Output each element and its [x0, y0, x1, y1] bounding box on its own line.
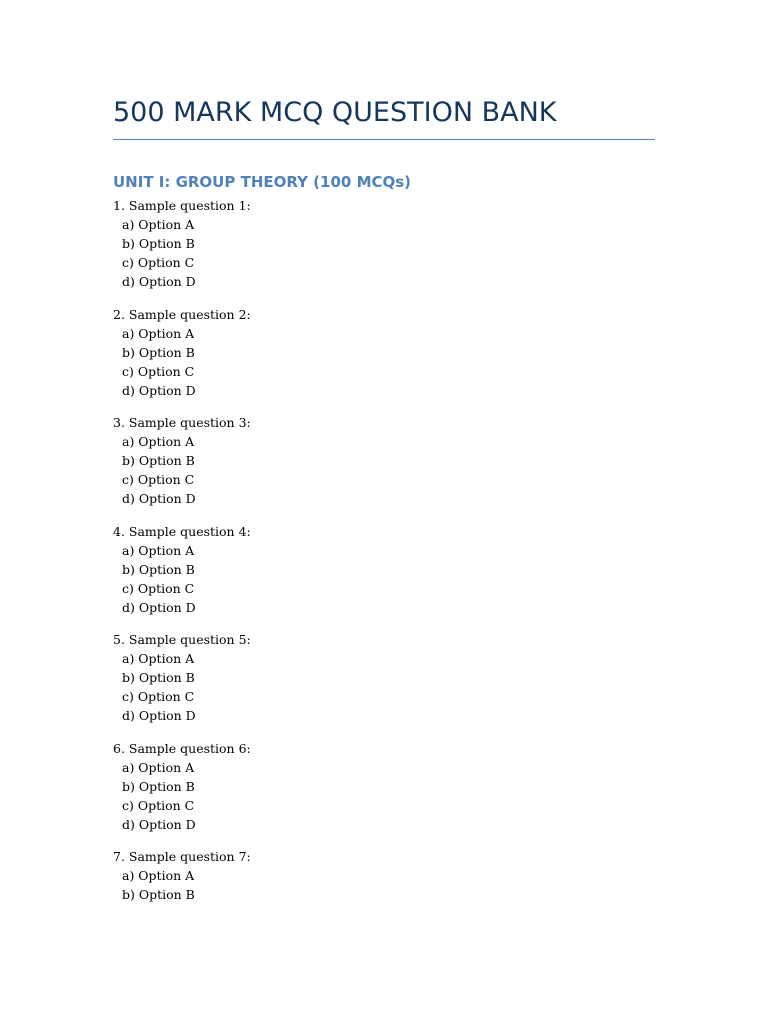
- question-item: [113, 522, 251, 617]
- answer-option: d) Option D: [122, 274, 196, 289]
- question-text: 4. Sample question 4:: [113, 523, 251, 539]
- answer-option: c) Option C: [122, 255, 195, 270]
- option-list: [113, 432, 251, 508]
- answer-option: c) Option C: [122, 689, 195, 704]
- answer-option: b) Option B: [122, 236, 195, 251]
- question-item: [113, 413, 251, 508]
- question-item: [113, 630, 251, 725]
- answer-option: c) Option C: [122, 580, 195, 596]
- option-list: [113, 324, 251, 400]
- title-divider: [113, 139, 655, 140]
- option-list: [113, 649, 251, 725]
- option-list: [113, 866, 251, 904]
- question-text: 3. Sample question 3:: [113, 415, 251, 430]
- answer-option: d) Option D: [122, 491, 196, 506]
- answer-option: a) Option A: [122, 217, 195, 232]
- option-list: [113, 215, 251, 291]
- answer-option: d) Option D: [122, 599, 196, 615]
- question-item: [113, 196, 251, 291]
- answer-option: a) Option A: [122, 651, 195, 666]
- answer-option: a) Option A: [122, 868, 195, 883]
- document-title: 500 MARK MCQ QUESTION BANK: [113, 97, 557, 128]
- option-list: [113, 758, 251, 834]
- answer-option: b) Option B: [122, 453, 195, 468]
- question-text: 1. Sample question 1:: [113, 198, 251, 213]
- answer-option: b) Option B: [122, 670, 195, 685]
- answer-option: c) Option C: [122, 363, 195, 379]
- question-item: [113, 305, 251, 400]
- answer-option: b) Option B: [122, 778, 195, 794]
- question-text: 7. Sample question 7:: [113, 849, 251, 864]
- answer-option: d) Option D: [122, 816, 196, 832]
- question-item: [113, 739, 251, 834]
- answer-option: a) Option A: [122, 759, 195, 775]
- answer-option: b) Option B: [122, 344, 195, 360]
- answer-option: b) Option B: [122, 561, 195, 577]
- question-item: [113, 847, 251, 904]
- question-text: 5. Sample question 5:: [113, 632, 251, 647]
- answer-option: d) Option D: [122, 708, 196, 723]
- option-list: [113, 541, 251, 617]
- answer-option: c) Option C: [122, 797, 195, 813]
- answer-option: a) Option A: [122, 542, 195, 558]
- answer-option: d) Option D: [122, 382, 196, 398]
- answer-option: a) Option A: [122, 325, 195, 341]
- answer-option: a) Option A: [122, 434, 195, 449]
- question-text: 6. Sample question 6:: [113, 740, 251, 756]
- question-list: [113, 196, 251, 918]
- question-text: 2. Sample question 2:: [113, 306, 251, 322]
- answer-option: b) Option B: [122, 887, 195, 902]
- answer-option: c) Option C: [122, 472, 195, 487]
- unit-heading: UNIT I: GROUP THEORY (100 MCQs): [113, 173, 412, 191]
